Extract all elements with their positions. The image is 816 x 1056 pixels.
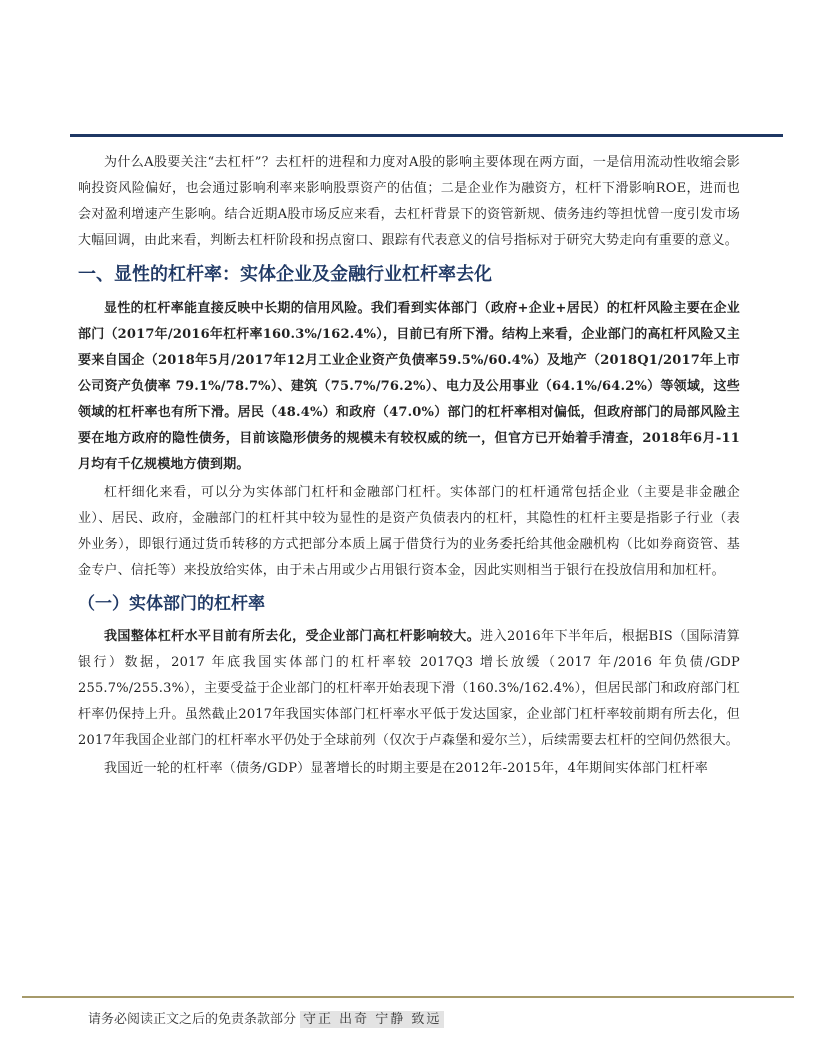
footer-disclaimer: 请务必阅读正文之后的免责条款部分 xyxy=(88,1012,297,1027)
subsection-1-lead-paragraph xyxy=(78,624,740,754)
header-rule xyxy=(70,134,783,137)
document-body xyxy=(78,150,740,782)
footer-rule xyxy=(22,996,794,998)
footer-motto: 守正 出奇 宁静 致远 xyxy=(300,1011,444,1028)
subsection-1-heading: （一）实体部门的杠杆率 xyxy=(78,594,265,614)
subsection-1-lead-rest: 进入2016年下半年后，根据BIS（国际清算银行）数据，2017 年底我国实体部门的杠杆率较 2017Q3 增长放缓（2017 年/2016 年负债/GDP 255.7%/255.3%），主要受益于企业部门的杠杆率开始表现下滑（160.3%/162.4%），但居民部门和政府部门杠杆率仍保持上升。虽然截止2017年我国实体部门杠杆率水平低于发达国家，企业部门杠杆率较前期有所去化，但2017年我国企业部门的杠杆率水平仍处于全球前列（仅次于卢森堡和爱尔兰），后续需要去杠杆的空间仍然很大。 xyxy=(78,629,740,748)
intro-paragraph: 为什么A股要关注“去杠杆”？去杠杆的进程和力度对A股的影响主要体现在两方面，一是信用流动性收缩会影响投资风险偏好，也会通过影响利率来影响股票资产的估值；二是企业作为融资方，杠杆下滑影响ROE，进而也会对盈利增速产生影响。结合近期A股市场反应来看，去杠杆背景下的资管新规、债务违约等担忧曾一度引发市场大幅回调，由此来看，判断去杠杆阶段和拐点窗口、跟踪有代表意义的信号指标对于研究大势走向有重要的意义。 xyxy=(78,155,740,248)
subsection-1-last-paragraph: 我国近一轮的杠杆率（债务/GDP）显著增长的时期主要是在2012年-2015年，4年期间实体部门杠杆率 xyxy=(104,761,708,776)
page-footer xyxy=(88,1010,444,1030)
subsection-1-lead-bold: 我国整体杠杆水平目前有所去化，受企业部门高杠杆影响较大。 xyxy=(104,629,481,644)
section-1-bold-paragraph: 显性的杠杆率能直接反映中长期的信用风险。我们看到实体部门（政府+企业+居民）的杠杆风险主要在企业部门（2017年/2016年杠杆率160.3%/162.4%），目前已有所下滑。结构上来看，企业部门的高杠杆风险又主要来自国企（2018年5月/2017年12月工业企业资产负债率59.5%/60.4%）及地产（2018Q1/2017年上市公司资产负债率 79.1%/78.7%）、建筑（75.7%/76.2%）、电力及公用事业（64.1%/64.2%）等领域，这些领域的杠杆率也有所下滑。居民（48.4%）和政府（47.0%）部门的杠杆率相对偏低，但政府部门的局部风险主要在地方政府的隐性债务，目前该隐形债务的规模未有较权威的统一，但官方已开始着手清查，2018年6月-11月均有千亿规模地方债到期。 xyxy=(78,301,740,472)
section-1-paragraph-2: 杠杆细化来看，可以分为实体部门杠杆和金融部门杠杆。实体部门的杠杆通常包括企业（主要是非金融企业）、居民、政府，金融部门的杠杆其中较为显性的是资产负债表内的杠杆，其隐性的杠杆主要是指影子行业（表外业务），即银行通过货币转移的方式把部分本质上属于借贷行为的业务委托给其他金融机构（比如券商资管、基金专户、信托等）来投放给实体，由于未占用或少占用银行资本金，因此实则相当于银行在投放信用和加杠杆。 xyxy=(78,485,740,578)
section-1-heading: 一、显性的杠杆率：实体企业及金融行业杠杆率去化 xyxy=(78,264,492,285)
